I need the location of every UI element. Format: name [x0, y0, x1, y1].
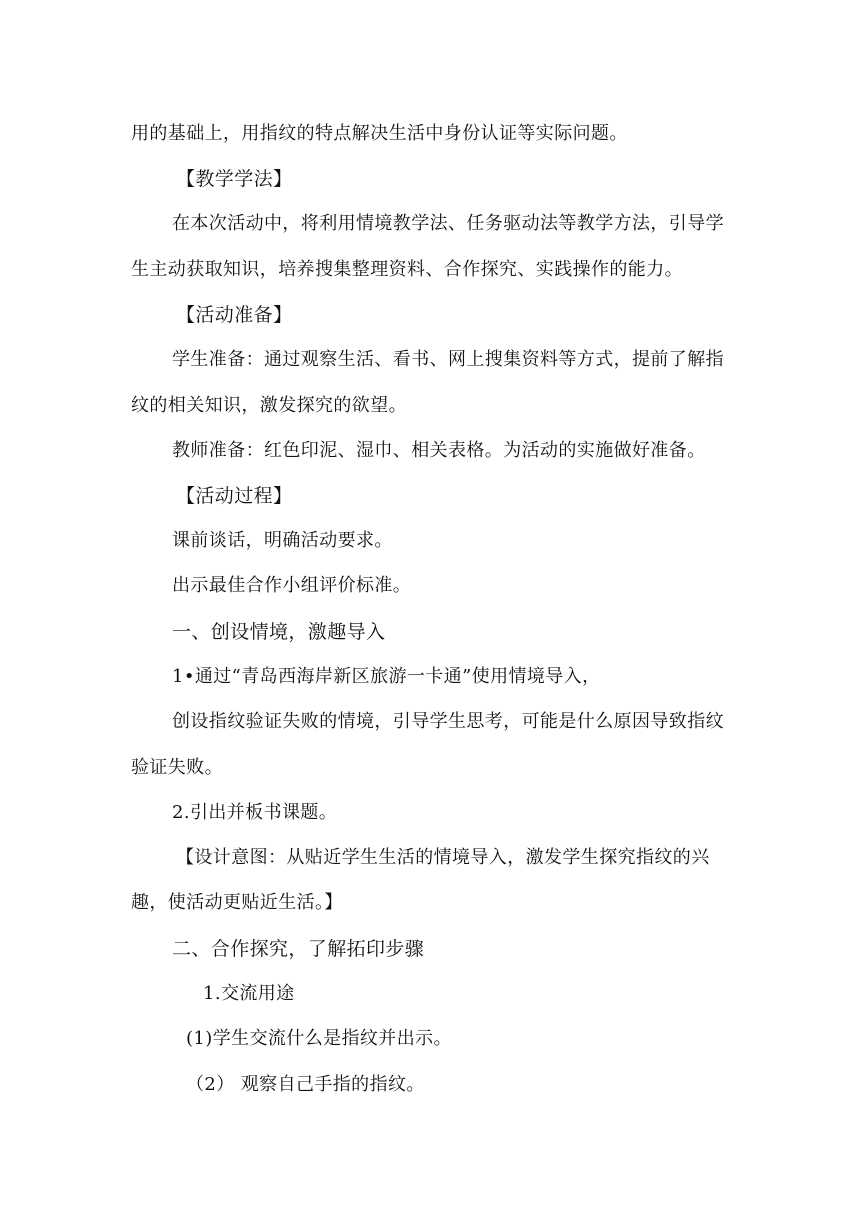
paragraph-line: 出示最佳合作小组评价标准。: [172, 575, 412, 596]
paragraph-line: 用的基础上，用指纹的特点解决生活中身份认证等实际问题。: [131, 123, 628, 144]
section-heading: 二、合作探究，了解拓印步骤: [172, 938, 425, 960]
paragraph-line: 学生准备：通过观察生活、看书、网上搜集资料等方式，提前了解指: [172, 349, 724, 370]
paragraph-line: 1.交流用途: [203, 983, 295, 1004]
paragraph-line: 1•通过“青岛西海岸新区旅游一卡通”使用情境导入，: [172, 666, 601, 687]
paragraph-line: （2） 观察自己手指的指纹。: [186, 1074, 425, 1095]
paragraph-line: 创设指纹验证失败的情境，引导学生思考，可能是什么原因导致指纹: [172, 711, 724, 732]
paragraph-line: 生主动获取知识，培养搜集整理资料、合作探究、实践操作的能力。: [131, 259, 683, 280]
paragraph-line: 教师准备：红色印泥、湿巾、相关表格。为活动的实施做好准备。: [172, 440, 706, 461]
section-heading: 【活动过程】: [176, 485, 293, 507]
section-heading: 【教学学法】: [176, 168, 293, 190]
section-heading: 一、创设情境，激趣导入: [172, 621, 386, 643]
paragraph-line: 在本次活动中，将利用情境教学法、任务驱动法等教学方法，引导学: [172, 213, 724, 234]
paragraph-line: 课前谈话，明确活动要求。: [172, 530, 393, 551]
paragraph-line: 验证失败。: [131, 757, 223, 778]
paragraph-line: 【设计意图：从贴近学生生活的情境导入，激发学生探究指纹的兴: [176, 847, 710, 868]
paragraph-line: 趣，使活动更贴近生活。】: [131, 892, 343, 913]
paragraph-line: 纹的相关知识，激发探究的欲望。: [131, 395, 407, 416]
paragraph-line: 2.引出并板书课题。: [172, 802, 338, 823]
paragraph-line: (1)学生交流什么是指纹并出示。: [186, 1028, 452, 1049]
section-heading: 【活动准备】: [176, 304, 293, 326]
